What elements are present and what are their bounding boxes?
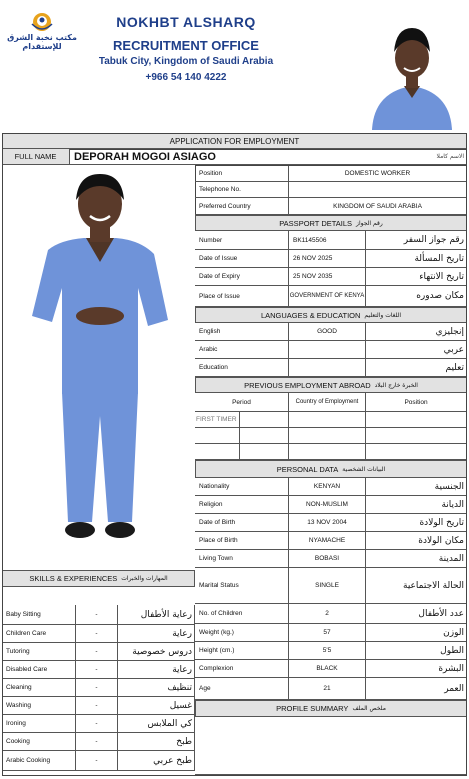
job-country-value: KINGDOM OF SAUDI ARABIA <box>289 198 467 215</box>
personal-arabic-1: الديانة <box>366 496 467 514</box>
logo-arabic-text: مكتب نخبة الشرق للإستقدام <box>7 33 77 51</box>
job-country-label: Preferred Country <box>195 198 289 215</box>
personal-arabic-7: الوزن <box>366 624 467 642</box>
lang-arabic-arabic: عربي <box>366 341 467 359</box>
personal-value-0: KENYAN <box>289 478 366 496</box>
skill-label-5: Washing <box>2 697 76 715</box>
lang-english-value: GOOD <box>289 323 366 341</box>
personal-arabic-0: الجنسية <box>366 478 467 496</box>
education-label: Education <box>195 359 289 377</box>
personal-label-6: No. of Children <box>195 604 289 624</box>
personal-label-4: Living Town <box>195 550 289 568</box>
full-name-value: DEPORAH MOGOI ASIAGO <box>70 149 366 165</box>
passport-expiry-arabic: تاريخ الانتهاء <box>366 268 467 286</box>
skill-arabic-5: غسيل <box>118 697 195 715</box>
candidate-photo-small <box>362 14 462 130</box>
personal-arabic-2: تاريخ الولادة <box>366 514 467 532</box>
candidate-photo-full <box>20 170 180 550</box>
skill-label-2: Tutoring <box>2 643 76 661</box>
profile-summary-title-arabic: ملخص الملف <box>352 705 386 712</box>
job-position-label: Position <box>195 166 289 182</box>
job-telephone-label: Telephone No. <box>195 182 289 198</box>
skill-label-6: Ironing <box>2 715 76 733</box>
skill-arabic-3: رعاية <box>118 661 195 679</box>
personal-value-3: NYAMACHE <box>289 532 366 550</box>
personal-value-4: BOBASI <box>289 550 366 568</box>
prev-entry-blank-3 <box>366 412 467 428</box>
company-subtitle: RECRUITMENT OFFICE <box>113 38 259 53</box>
skill-arabic-8: طبخ عربي <box>118 751 195 771</box>
personal-label-10: Age <box>195 678 289 700</box>
skill-value-5: - <box>76 697 118 715</box>
profile-summary-title: PROFILE SUMMARY <box>276 704 349 713</box>
skill-value-6: - <box>76 715 118 733</box>
application-title-band <box>2 133 467 149</box>
skill-value-8: - <box>76 751 118 771</box>
skill-value-0: - <box>76 605 118 625</box>
passport-title: PASSPORT DETAILS <box>279 218 353 228</box>
skill-label-4: Cleaning <box>2 679 76 697</box>
personal-arabic-6: عدد الأطفال <box>366 604 467 624</box>
skill-value-7: - <box>76 733 118 751</box>
skills-title-arabic: المهارات والخبرات <box>121 575 168 582</box>
languages-title-arabic: اللغات والتعليم <box>364 311 402 319</box>
education-value <box>289 359 366 377</box>
passport-place-label: Place of Issue <box>195 286 289 307</box>
prev-entry-blank-1 <box>240 412 289 428</box>
prev-entry-blank-10 <box>289 444 366 460</box>
passport-band <box>195 215 467 231</box>
profile-summary-band <box>195 700 467 717</box>
skill-value-1: - <box>76 625 118 643</box>
lang-arabic-label: Arabic <box>195 341 289 359</box>
personal-label-8: Height (cm.) <box>195 642 289 660</box>
skill-label-8: Arabic Cooking <box>2 751 76 771</box>
skill-arabic-7: طبخ <box>118 733 195 751</box>
personal-value-10: 21 <box>289 678 366 700</box>
passport-place-value: GOVERNMENT OF KENYA <box>289 286 366 307</box>
personal-arabic-9: البشرة <box>366 660 467 678</box>
skill-label-1: Children Care <box>2 625 76 643</box>
passport-issue-date-label: Date of Issue <box>195 250 289 268</box>
personal-label-5: Marital Status <box>195 568 289 604</box>
personal-value-7: 57 <box>289 624 366 642</box>
personal-data-title-arabic: البيانات الشخصية <box>342 465 386 473</box>
personal-label-3: Place of Birth <box>195 532 289 550</box>
company-title: NOKHBT ALSHARQ <box>116 14 256 30</box>
personal-arabic-10: العمر <box>366 678 467 700</box>
prev-entry-blank-9 <box>240 444 289 460</box>
personal-arabic-4: المدينة <box>366 550 467 568</box>
lang-arabic-value <box>289 341 366 359</box>
personal-arabic-5: الحالة الاجتماعية <box>366 568 467 604</box>
company-location: Tabuk City, Kingdom of Saudi Arabia <box>98 56 274 67</box>
personal-arabic-8: الطول <box>366 642 467 660</box>
skill-label-3: Disabled Care <box>2 661 76 679</box>
skill-arabic-6: كي الملابس <box>118 715 195 733</box>
passport-issue-date-arabic: تاريخ المسألة <box>366 250 467 268</box>
skills-title: SKILLS & EXPERIENCES <box>29 574 118 583</box>
company-phone: +966 54 140 4222 <box>145 72 227 83</box>
prev-header-period: Period <box>195 393 289 412</box>
personal-arabic-3: مكان الولادة <box>366 532 467 550</box>
personal-label-9: Complexion <box>195 660 289 678</box>
passport-number-label: Number <box>195 231 289 250</box>
passport-number-arabic: رقم جواز السفر <box>366 231 467 250</box>
prev-employment-title: PREVIOUS EMPLOYMENT ABROAD <box>244 380 371 390</box>
job-telephone-value <box>289 182 467 198</box>
prev-entry-blank-8 <box>195 444 240 460</box>
profile-summary-body <box>195 717 467 775</box>
company-logo <box>6 10 78 58</box>
job-position-value: DOMESTIC WORKER <box>289 166 467 182</box>
prev-employment-title-arabic: الخبرة خارج البلاد <box>374 381 418 389</box>
skill-label-0: Baby Sitting <box>2 605 76 625</box>
prev-entry-blank-11 <box>366 444 467 460</box>
skill-arabic-1: رعاية <box>118 625 195 643</box>
passport-title-arabic: رقم الجواز <box>356 219 383 227</box>
education-arabic: تعليم <box>366 359 467 377</box>
personal-label-1: Religion <box>195 496 289 514</box>
personal-label-0: Nationality <box>195 478 289 496</box>
passport-expiry-label: Date of Expiry <box>195 268 289 286</box>
prev-entry-blank-2 <box>289 412 366 428</box>
prev-header-country: Country of Employment <box>289 393 366 412</box>
passport-issue-date-value: 26 NOV 2025 <box>289 250 366 268</box>
personal-value-8: 5'5 <box>289 642 366 660</box>
skill-label-7: Cooking <box>2 733 76 751</box>
personal-label-2: Date of Birth <box>195 514 289 532</box>
lang-english-label: English <box>195 323 289 341</box>
personal-value-2: 13 NOV 2004 <box>289 514 366 532</box>
personal-value-5: SINGLE <box>289 568 366 604</box>
passport-number-value: BK1145506 <box>289 231 366 250</box>
skill-arabic-0: رعاية الأطفال <box>118 605 195 625</box>
languages-band <box>195 307 467 323</box>
application-title: APPLICATION FOR EMPLOYMENT <box>169 136 300 146</box>
skill-value-2: - <box>76 643 118 661</box>
full-name-arabic: الاسم كاملا <box>366 149 467 165</box>
personal-value-9: BLACK <box>289 660 366 678</box>
prev-entry-blank-6 <box>289 428 366 444</box>
passport-expiry-value: 25 NOV 2035 <box>289 268 366 286</box>
prev-entry-blank-7 <box>366 428 467 444</box>
full-name-label: FULL NAME <box>2 149 70 165</box>
prev-entry-first-timer: FIRST TIMER <box>195 412 240 428</box>
prev-entry-blank-4 <box>195 428 240 444</box>
passport-place-arabic: مكان صدوره <box>366 286 467 307</box>
skill-value-3: - <box>76 661 118 679</box>
skills-band <box>2 570 195 587</box>
skill-arabic-4: تنظيف <box>118 679 195 697</box>
skill-value-4: - <box>76 679 118 697</box>
personal-value-6: 2 <box>289 604 366 624</box>
prev-employment-band <box>195 377 467 393</box>
personal-label-7: Weight (kg.) <box>195 624 289 642</box>
lang-english-arabic: إنجليزي <box>366 323 467 341</box>
languages-title: LANGUAGES & EDUCATION <box>260 310 361 320</box>
personal-data-title: PERSONAL DATA <box>276 464 339 474</box>
personal-data-band <box>195 460 467 478</box>
personal-value-1: NON-MUSLIM <box>289 496 366 514</box>
prev-entry-blank-5 <box>240 428 289 444</box>
prev-header-position: Position <box>366 393 467 412</box>
skill-arabic-2: دروس خصوصية <box>118 643 195 661</box>
